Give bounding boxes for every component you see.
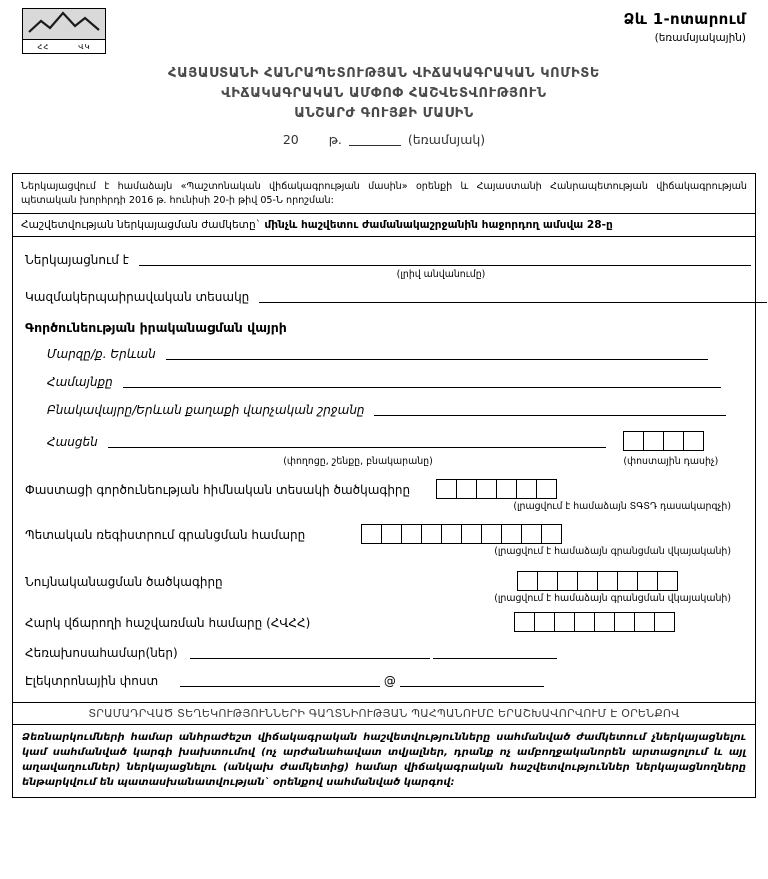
state-register-cell[interactable] bbox=[501, 524, 522, 544]
email-domain-input[interactable] bbox=[400, 674, 544, 687]
taxpayer-number-cells[interactable] bbox=[514, 612, 675, 632]
taxpayer-number-cell[interactable] bbox=[634, 612, 655, 632]
settlement-input[interactable] bbox=[374, 403, 726, 416]
state-register-cell[interactable] bbox=[361, 524, 382, 544]
state-register-cell[interactable] bbox=[541, 524, 562, 544]
address-label: Հասցեն bbox=[47, 435, 98, 449]
page-title-line3: ԱՆՇԱՐԺ ԳՈՒՅՔԻ ՄԱՍԻՆ bbox=[294, 106, 474, 121]
identification-code-label: Նույնականացման ծածկագիրը bbox=[25, 575, 223, 589]
taxpayer-number-cell[interactable] bbox=[534, 612, 555, 632]
form-fields bbox=[13, 237, 755, 702]
identification-code-cell[interactable] bbox=[517, 571, 538, 591]
state-register-cell[interactable] bbox=[381, 524, 402, 544]
address-caption: (փողոցը, շենքը, բնակարանը) bbox=[283, 456, 433, 467]
identification-code-cell[interactable] bbox=[657, 571, 678, 591]
taxpayer-number-label: Հարկ վճարողի հաշվառման համարը (ՀՎՀՀ) bbox=[25, 616, 311, 630]
year-suffix-label: (եռամսյակ) bbox=[407, 132, 486, 147]
org-legal-form-input[interactable] bbox=[259, 290, 767, 303]
field-org-legal-form bbox=[25, 290, 745, 304]
identification-code-cell[interactable] bbox=[557, 571, 578, 591]
form-number-block bbox=[624, 10, 746, 44]
year-prefix: 20 bbox=[282, 132, 299, 147]
activity-code-cell[interactable] bbox=[456, 479, 477, 499]
phones-input-2[interactable] bbox=[433, 646, 557, 659]
main-activity-code-caption: (լրացվում է համաձայն ՏԳՏԴ դասակարգչի) bbox=[513, 501, 731, 512]
submission-deadline-row bbox=[13, 214, 755, 237]
year-mid-label: թ. bbox=[328, 132, 342, 147]
field-address bbox=[47, 431, 745, 451]
logo-abbr-right: ՎԿ bbox=[78, 43, 91, 51]
deadline-value: մինչև հաշվետու ժամանակաշրջանին հաջորդող ամսվա 28-ը bbox=[264, 219, 613, 231]
quarter-input[interactable] bbox=[349, 132, 401, 146]
state-register-label: Պետական ռեգիստրում գրանցման համարը bbox=[25, 528, 306, 542]
deadline-label: Հաշվետվության ներկայացման ժամկետը` bbox=[21, 219, 262, 231]
postal-index-caption: (փոստային դասիչ) bbox=[623, 456, 719, 467]
submitted-by-caption: (լրիվ անվանումը) bbox=[396, 269, 486, 280]
activity-code-cell[interactable] bbox=[496, 479, 517, 499]
activity-code-cell[interactable] bbox=[476, 479, 497, 499]
address-input[interactable] bbox=[108, 435, 606, 448]
legal-reference-text: Ներկայացվում է համաձայն «Պաշտոնական վիճակագրության մասին» օրենքի և Հայաստանի Հանրապետության վիճակագրության պետական խորհրդի 2016 թ. հունիսի 20-ի թիվ 05-Ն որոշման: bbox=[13, 174, 755, 214]
submitted-by-input[interactable] bbox=[139, 253, 751, 266]
document-titles bbox=[0, 64, 768, 124]
reporting-period-line bbox=[0, 132, 768, 147]
identification-code-cell[interactable] bbox=[617, 571, 638, 591]
marz-input[interactable] bbox=[166, 347, 708, 360]
main-activity-code-label: Փաստացի գործունեության հիմնական տեսակի ծածկագիրը bbox=[25, 483, 411, 497]
field-state-register-number bbox=[25, 524, 745, 544]
email-at-symbol: @ bbox=[383, 674, 396, 688]
activity-code-cell[interactable] bbox=[516, 479, 537, 499]
org-legal-form-label: Կազմակերպաիրավական տեսակը bbox=[25, 290, 250, 304]
identification-code-caption: (լրացվում է համաձայն գրանցման վկայականի) bbox=[494, 593, 731, 604]
liability-footnote: Ձեռնարկումների համար անհրաժեշտ վիճակագրական հաշվետվությունները սահմանված ժամկետում չներկայացնելու կամ սահմանված կարգի խախտումով (ոչ արժանահավատ տվյալներ, դրանք ոչ ամբողջականորեն արտացոլում և այլ աղավաղումներ) ներկայացնելու (անկախ ժամկետից) համար վիճակագրական հաշվետվություններ ներկայացնողները ենթարկվում են պատասխանատվության` օրենքով սահմանված կարգով: bbox=[13, 724, 755, 797]
identification-code-cell[interactable] bbox=[637, 571, 658, 591]
state-register-cell[interactable] bbox=[521, 524, 542, 544]
field-settlement bbox=[47, 403, 745, 417]
state-register-cells[interactable] bbox=[361, 524, 562, 544]
postal-index-cell[interactable] bbox=[683, 431, 704, 451]
phones-label: Հեռախոսահամար(ներ) bbox=[25, 646, 178, 660]
community-input[interactable] bbox=[123, 375, 721, 388]
page-header bbox=[0, 0, 768, 62]
identification-code-cell[interactable] bbox=[537, 571, 558, 591]
community-label: Համայնքը bbox=[47, 375, 113, 389]
taxpayer-number-cell[interactable] bbox=[514, 612, 535, 632]
state-register-cell[interactable] bbox=[401, 524, 422, 544]
logo-mountain-icon bbox=[23, 9, 105, 40]
confidentiality-notice: ՏՐԱՄԱԴՐՎԱԾ ՏԵՂԵԿՈՒԹՅՈՒՆՆԵՐԻ ԳԱՂՏՆԻՈՒԹՅԱՆ ՊԱՀՊԱՆՈՒՄԸ ԵՐԱՇԽԱՎՈՐՎՈՒՄ Է ՕՐԵՆՔՈՎ bbox=[13, 702, 755, 724]
identification-code-cells[interactable] bbox=[517, 571, 678, 591]
state-register-cell[interactable] bbox=[481, 524, 502, 544]
taxpayer-number-cell[interactable] bbox=[614, 612, 635, 632]
address-captions-row bbox=[47, 453, 745, 467]
state-register-caption: (լրացվում է համաձայն գրանցման վկայականի) bbox=[494, 546, 731, 557]
submitted-by-label: Ներկայացնում է bbox=[25, 253, 129, 267]
logo-abbreviations bbox=[23, 40, 105, 54]
field-email bbox=[25, 674, 745, 688]
identification-code-cell[interactable] bbox=[577, 571, 598, 591]
postal-index-cell[interactable] bbox=[663, 431, 684, 451]
field-phones bbox=[25, 646, 745, 660]
email-local-input[interactable] bbox=[180, 674, 380, 687]
identification-code-cell[interactable] bbox=[597, 571, 618, 591]
taxpayer-number-cell[interactable] bbox=[654, 612, 675, 632]
phones-input-1[interactable] bbox=[190, 646, 430, 659]
state-register-cell[interactable] bbox=[441, 524, 462, 544]
logo-chart-icon bbox=[23, 9, 105, 38]
page-title-line1: ՀԱՅԱՍՏԱՆԻ ՀԱՆՐԱՊԵՏՈՒԹՅԱՆ ՎԻՃԱԿԱԳՐԱԿԱՆ ԿՈՄԻՏԵ bbox=[168, 66, 600, 81]
form-body-box bbox=[12, 173, 756, 798]
page-title-line2: ՎԻՃԱԿԱԳՐԱԿԱՆ ԱՄՓՈՓ ՀԱՇՎԵՏՎՈՒԹՅՈՒՆ bbox=[221, 86, 547, 101]
form-number: Ձև 1-ոտարում bbox=[623, 10, 746, 28]
email-label: Էլեկտրոնային փոստ bbox=[25, 674, 159, 688]
state-register-cell[interactable] bbox=[461, 524, 482, 544]
taxpayer-number-cell[interactable] bbox=[594, 612, 615, 632]
field-identification-code bbox=[25, 571, 745, 591]
activity-code-cell[interactable] bbox=[436, 479, 457, 499]
settlement-label: Բնակավայրը/Երևան քաղաքի վարչական շրջանը bbox=[47, 403, 365, 417]
taxpayer-number-cell[interactable] bbox=[574, 612, 595, 632]
postal-index-cell[interactable] bbox=[623, 431, 644, 451]
logo-abbr-left: ՀՀ bbox=[37, 43, 50, 51]
field-main-activity-code bbox=[25, 479, 745, 499]
postal-index-cells[interactable] bbox=[623, 431, 704, 451]
field-community bbox=[47, 375, 745, 389]
main-activity-code-cells[interactable] bbox=[436, 479, 557, 499]
field-taxpayer-number bbox=[25, 612, 745, 632]
marz-label: Մարզը/ք. Երևան bbox=[47, 347, 156, 361]
activity-code-cell[interactable] bbox=[536, 479, 557, 499]
state-register-cell[interactable] bbox=[421, 524, 442, 544]
postal-index-cell[interactable] bbox=[643, 431, 664, 451]
activity-address-header: Գործունեության իրականացման վայրի bbox=[25, 320, 287, 335]
taxpayer-number-cell[interactable] bbox=[554, 612, 575, 632]
form-periodicity: (եռամսյակային) bbox=[654, 32, 746, 44]
armstat-logo bbox=[22, 8, 106, 54]
field-submitted-by bbox=[25, 253, 745, 267]
field-marz bbox=[47, 347, 745, 361]
